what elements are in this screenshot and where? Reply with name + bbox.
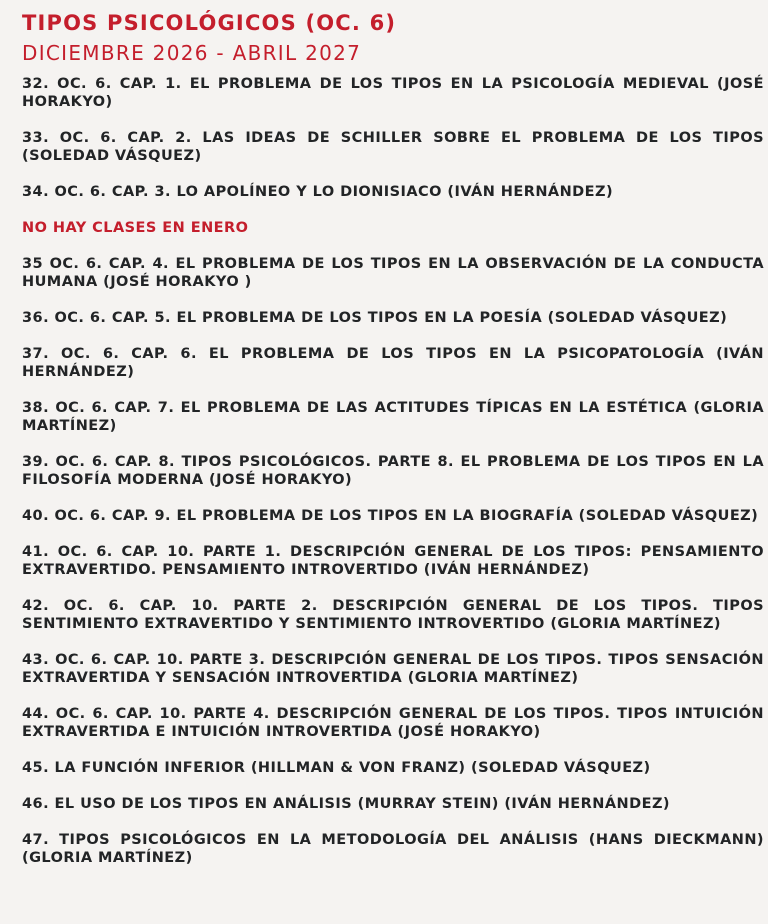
session-item-42: 42. OC. 6. CAP. 10. PARTE 2. DESCRIPCIÓN GENERAL DE LOS TIPOS. TIPOS SENTIMIENTO EXTRAVERTIDO Y SENTIMIENTO INTROVERTIDO (GLORIA MARTÍNEZ) [22,598,764,632]
session-item-35: 35 OC. 6. CAP. 4. EL PROBLEMA DE LOS TIPOS EN LA OBSERVACIÓN DE LA CONDUCTA HUMANA (JOSÉ HORAKYO ) [22,256,764,290]
no-classes-notice: NO HAY CLASES EN ENERO [22,220,249,236]
session-item-40: 40. OC. 6. CAP. 9. EL PROBLEMA DE LOS TIPOS EN LA BIOGRAFÍA (SOLEDAD VÁSQUEZ) [22,508,759,524]
session-item-32: 32. OC. 6. CAP. 1. EL PROBLEMA DE LOS TIPOS EN LA PSICOLOGÍA MEDIEVAL (JOSÉ HORAKYO) [22,76,764,110]
session-item-45: 45. LA FUNCIÓN INFERIOR (HILLMAN & VON FRANZ) (SOLEDAD VÁSQUEZ) [22,760,651,776]
session-item-44: 44. OC. 6. CAP. 10. PARTE 4. DESCRIPCIÓN GENERAL DE LOS TIPOS. TIPOS INTUICIÓN EXTRAVERTIDA E INTUICIÓN INTROVERTIDA (JOSÉ HORAKYO) [22,706,764,740]
session-item-41: 41. OC. 6. CAP. 10. PARTE 1. DESCRIPCIÓN GENERAL DE LOS TIPOS: PENSAMIENTO EXTRAVERTIDO. PENSAMIENTO INTROVERTIDO (IVÁN HERNÁNDEZ) [22,544,764,578]
page-title: TIPOS PSICOLÓGICOS (OC. 6) [22,11,397,35]
session-item-37: 37. OC. 6. CAP. 6. EL PROBLEMA DE LOS TIPOS EN LA PSICOPATOLOGÍA (IVÁN HERNÁNDEZ) [22,346,764,380]
session-item-43: 43. OC. 6. CAP. 10. PARTE 3. DESCRIPCIÓN GENERAL DE LOS TIPOS. TIPOS SENSACIÓN EXTRAVERTIDA Y SENSACIÓN INTROVERTIDA (GLORIA MARTÍNEZ) [22,652,764,686]
session-item-47: 47. TIPOS PSICOLÓGICOS EN LA METODOLOGÍA DEL ANÁLISIS (HANS DIECKMANN) (GLORIA MARTÍNEZ) [22,832,764,866]
session-item-39: 39. OC. 6. CAP. 8. TIPOS PSICOLÓGICOS. PARTE 8. EL PROBLEMA DE LOS TIPOS EN LA FILOSOFÍA MODERNA (JOSÉ HORAKYO) [22,454,764,488]
session-item-46: 46. EL USO DE LOS TIPOS EN ANÁLISIS (MURRAY STEIN) (IVÁN HERNÁNDEZ) [22,796,670,812]
session-item-33: 33. OC. 6. CAP. 2. LAS IDEAS DE SCHILLER SOBRE EL PROBLEMA DE LOS TIPOS (SOLEDAD VÁSQUEZ) [22,130,764,164]
session-item-38: 38. OC. 6. CAP. 7. EL PROBLEMA DE LAS ACTITUDES TÍPICAS EN LA ESTÉTICA (GLORIA MARTÍNEZ) [22,400,764,434]
session-item-36: 36. OC. 6. CAP. 5. EL PROBLEMA DE LOS TIPOS EN LA POESÍA (SOLEDAD VÁSQUEZ) [22,310,728,326]
session-list [22,75,764,867]
schedule-page [22,10,764,885]
date-range-subtitle: DICIEMBRE 2026 - ABRIL 2027 [22,41,362,65]
session-item-34: 34. OC. 6. CAP. 3. LO APOLÍNEO Y LO DIONISIACO (IVÁN HERNÁNDEZ) [22,184,614,200]
